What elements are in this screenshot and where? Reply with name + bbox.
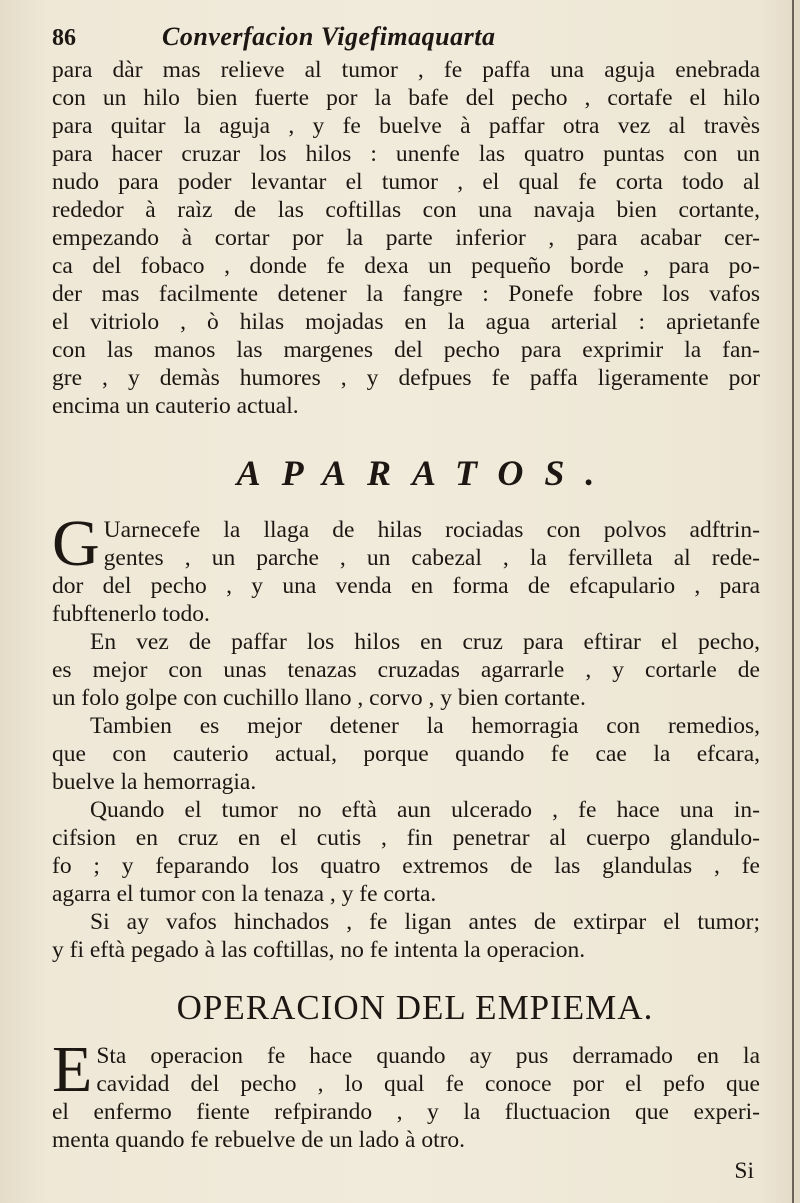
text-line: para quitar la aguja , y fe buelve à paffar otra vez al travès [52,113,760,139]
aparatos-opening [52,507,760,580]
text-line: que con cauterio actual, porque quando fe cae la efcara, [52,741,760,767]
text-line: Tambien es mejor detener la hemorragia con remedios, [90,713,760,739]
text-line: gre , y demàs humores , y defpues fe paffa ligeramente por [52,365,760,391]
page-number: 86 [52,25,76,51]
text-line: buelve la hemorragia. [52,769,257,795]
text-line: fubftenerlo todo. [52,601,210,627]
text-line: En vez de paffar los hilos en cruz para eftirar el pecho, [90,629,760,655]
text-line: gentes , un parche , un cabezal , la fervilleta al rede- [103,545,760,571]
text-line: Si ay vafos hinchados , fe ligan antes de extirpar el tumor; [90,909,760,935]
text-line: el vitriolo , ò hilas mojadas en la agua arterial : aprietanfe [52,309,760,335]
aparatos-body [52,572,760,964]
text-line: Sta operacion fe hace quando ay pus derramado en la [96,1043,760,1069]
section-title-empiema: OPERACION DEL EMPIEMA. [176,988,654,1027]
empiema-body [52,1098,760,1154]
empiema-opening [52,1033,760,1106]
text-line: con las manos las margenes del pecho para exprimir la fan- [52,337,760,363]
drop-cap: E [52,1033,93,1106]
text-line: menta quando fe rebuelve de un lado à otro. [52,1127,466,1153]
text-line: para dàr mas relieve al tumor , fe paffa una aguja enebrada [52,57,760,83]
section-title-aparatos: APARATOS. [236,453,616,493]
text-line: cifsion en cruz en el cutis , fin penetrar al cuerpo glandulo- [52,825,760,851]
intro-paragraph [52,56,760,420]
catchword: Si [734,1158,754,1184]
text-line: Quando el tumor no eftà aun ulcerado , fe hace una in- [90,797,760,823]
text-line: es mejor con unas tenazas cruzadas agarrarle , y cortarle de [52,657,760,683]
text-line: agarra el tumor con la tenaza , y fe corta. [52,881,437,907]
text-line: con un hilo bien fuerte por la bafe del pecho , cortafe el hilo [52,85,760,111]
text-line: ca del fobaco , donde fe dexa un pequeño borde , para po- [52,253,760,279]
text-line: Uarnecefe la llaga de hilas rociadas con polvos adftrin- [103,517,760,543]
text-line: cavidad del pecho , lo qual fe conoce por el pefo que [96,1071,760,1097]
text-line: empezando à cortar por la parte inferior , para acabar cer- [52,225,760,251]
text-line: un folo golpe con cuchillo llano , corvo , y bien cortante. [52,685,586,711]
text-line: rededor à raìz de las coftillas con una navaja bien cortante, [52,197,760,223]
text-line: para hacer cruzar los hilos : unenfe las quatro puntas con un [52,141,760,167]
text-line: el enfermo fiente refpirando , y la fluctuacion que experi- [52,1099,760,1125]
text-line: nudo para poder levantar el tumor , el qual fe corta todo al [52,169,760,195]
running-head: Converfacion Vigefimaquarta [162,22,496,51]
text-line: der mas facilmente detener la fangre : Ponefe fobre los vafos [52,281,760,307]
text-line: encima un cauterio actual. [52,393,299,419]
text-line: fo ; y feparando los quatro extremos de las glandulas , fe [52,853,760,879]
page-edge-rule [792,0,794,1203]
text-line: y fi eftà pegado à las coftillas, no fe intenta la operacion. [52,937,586,963]
drop-cap: G [52,507,100,580]
page-header [52,22,760,56]
text-line: dor del pecho , y una venda en forma de efcapulario , para [52,573,760,599]
